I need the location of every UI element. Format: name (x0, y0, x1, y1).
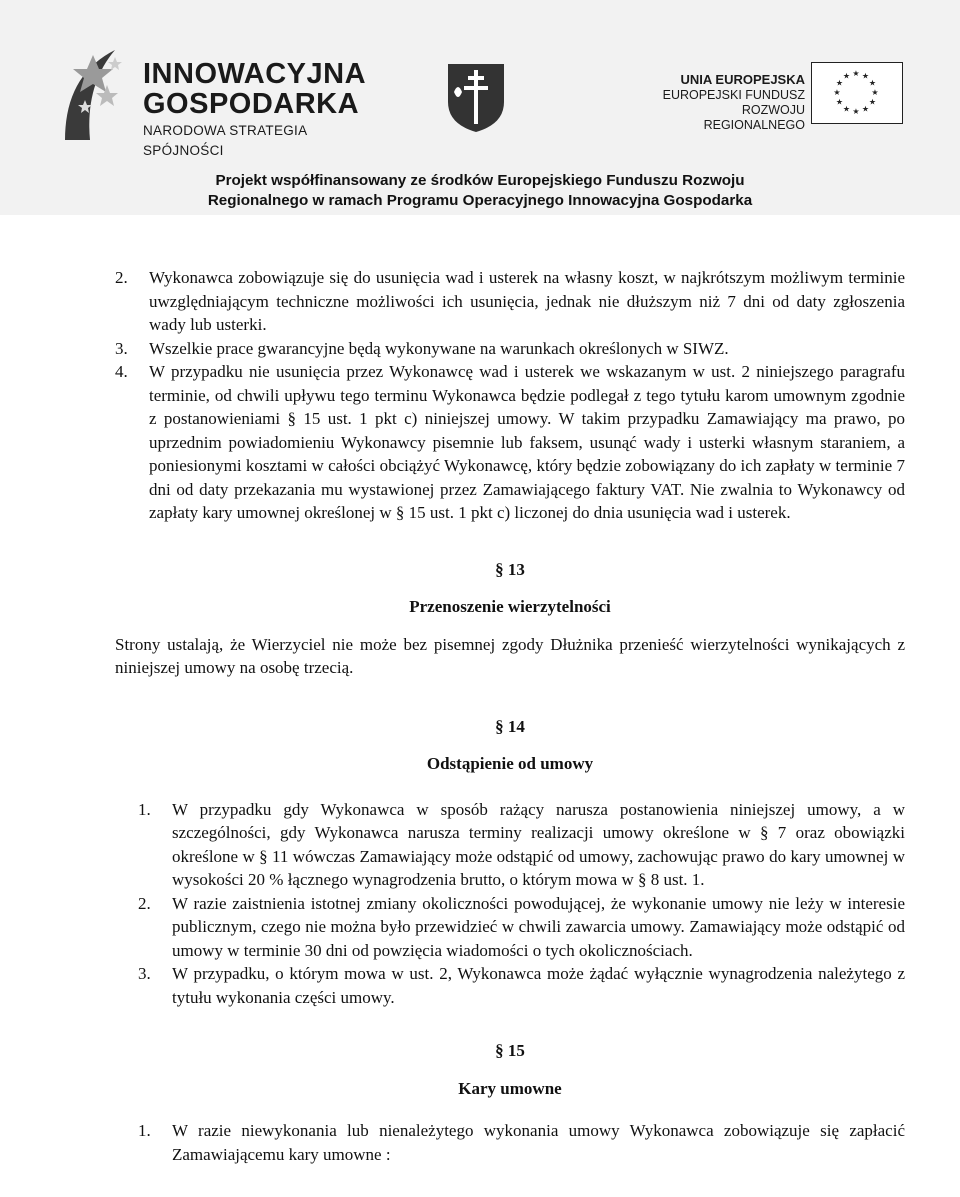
project-line-2: Regionalnego w ramach Programu Operacyjnego Innowacyjna Gospodarka (207, 192, 753, 209)
star-swoosh-icon (55, 45, 135, 145)
eu-star-icon: ★ (842, 104, 851, 114)
list-item (115, 337, 905, 361)
item-number: 1. (138, 799, 151, 819)
eu-star-icon: ★ (861, 71, 870, 81)
item-text: W przypadku, o którym mowa w ust. 2, Wykonawca może żądać wyłącznie wynagrodzenia należytego z tytułu wykonania części umowy. (172, 964, 905, 1007)
eu-logo-line3: ROZWOJU REGIONALNEGO (703, 103, 805, 132)
item-number: 2. (138, 893, 151, 913)
project-line-1: Projekt współfinansowany ze środków Europejskiego Funduszu Rozwoju (215, 172, 745, 189)
list-item (115, 962, 905, 1009)
eu-star-icon: ★ (861, 104, 870, 114)
innowacyjna-gospodarka-logo (55, 45, 375, 158)
section-13-number: § 13 (495, 559, 525, 579)
list-item (115, 360, 905, 525)
eu-logo-line1: UNIA EUROPEJSKA (680, 72, 805, 87)
eu-star-icon: ★ (852, 69, 860, 78)
list-item (115, 266, 905, 337)
eu-star-icon: ★ (835, 97, 844, 107)
eu-star-icon: ★ (868, 97, 877, 107)
item-text: Wykonawca zobowiązuje się do usunięcia wad i usterek na własny koszt, w najkrótszym możliwym terminie uwzględniającym techniczne możliwości ich usunięcia, jednak nie dłuższym niż 7 dni od daty zgłoszenia wady lub usterki. (149, 268, 905, 334)
section-13-text: Strony ustalają, że Wierzyciel nie może bez pisemnej zgody Dłużnika przenieść wierzytelności wynikających z niniejszej umowy na osobę trzecią. (115, 634, 905, 677)
item-text: W przypadku gdy Wykonawca w sposób rażący narusza postanowienia niniejszej umowy, a w szczególności, gdy Wykonawca narusza terminy realizacji umowy określone w § 7 oraz obowiązki określone w § 11 wówczas Zamawiający może odstąpić od umowy, zachowując prawo do kary umownej w wysokości 20 % łącznego wynagrodzenia brutto, o którym mowa w § 8 ust. 1. (172, 799, 905, 889)
eu-flag-icon (811, 62, 903, 124)
item-text: W przypadku nie usunięcia przez Wykonawcę wad i usterek we wskazanym w ust. 2 niniejszego paragrafu terminie, od chwili upływu tego terminu Wykonawca będzie podlegał z tego tytułu karom umownym zgodnie z postanowieniami § 15 ust. 1 pkt c) niniejszej umowy. W takim przypadku Zamawiający ma prawo, po uprzednim powiadomieniu Wykonawcy pisemnie lub faksem, usunąć wady i usterki własnym staraniem, a poniesionymi kosztami w całości obciążyć Wykonawcę, który będzie zobowiązany do ich zapłaty w terminie 7 dni od daty przekazania mu wystawionej przez Zamawiającego faktury VAT. Nie zwalnia to Wykonawcy od zapłaty kary umownej określonej w § 15 ust. 1 pkt c) liczonej do dnia usunięcia wad i usterek. (149, 362, 905, 522)
eu-star-icon: ★ (852, 107, 860, 116)
eu-star-icon: ★ (833, 88, 841, 97)
section-13-title: Przenoszenie wierzytelności (409, 597, 611, 616)
item-number: 2. (115, 268, 128, 287)
eu-star-icon: ★ (868, 78, 877, 88)
eu-star-icon: ★ (871, 88, 879, 97)
section-15-title: Kary umowne (458, 1078, 562, 1098)
item-number: 1. (138, 1121, 151, 1140)
document-body (115, 266, 905, 1166)
eu-star-icon: ★ (835, 78, 844, 88)
eu-fund-logo (640, 62, 905, 132)
item-number: 3. (115, 338, 128, 358)
header-band (0, 0, 960, 215)
list-item (115, 798, 905, 892)
item-text: W razie niewykonania lub nienależytego wykonania umowy Wykonawca zobowiązuje się zapłacić Zamawiającemu kary umowne : (172, 1121, 905, 1164)
item-number: 4. (115, 362, 128, 381)
eu-star-icon: ★ (842, 71, 851, 81)
list-item (115, 1119, 905, 1166)
section-14-title: Odstąpienie od umowy (426, 754, 594, 773)
ig-logo-line3: NARODOWA STRATEGIA SPÓJNOŚCI (143, 123, 307, 158)
ig-logo-line2: GOSPODARKA (143, 88, 360, 120)
item-number: 3. (138, 964, 151, 983)
list-item (115, 892, 905, 963)
section-15-number: § 15 (495, 1041, 525, 1060)
section-14-number: § 14 (495, 716, 525, 736)
item-text: W razie zaistnienia istotnej zmiany okoliczności powodującej, że wykonanie umowy nie leży w interesie publicznym, czego nie można było przewidzieć w chwili zawarcia umowy. Zamawiający może odstąpić od umowy w terminie 30 dni od powzięcia wiadomości o tych okolicznościach. (172, 893, 905, 960)
ig-logo-line1: INNOWACYJNA (143, 58, 367, 90)
coat-of-arms-icon (446, 62, 506, 134)
project-funding-note (0, 171, 960, 211)
eu-logo-line2: EUROPEJSKI FUNDUSZ (662, 88, 805, 102)
item-text: Wszelkie prace gwarancyjne będą wykonywane na warunkach określonych w SIWZ. (149, 338, 729, 358)
